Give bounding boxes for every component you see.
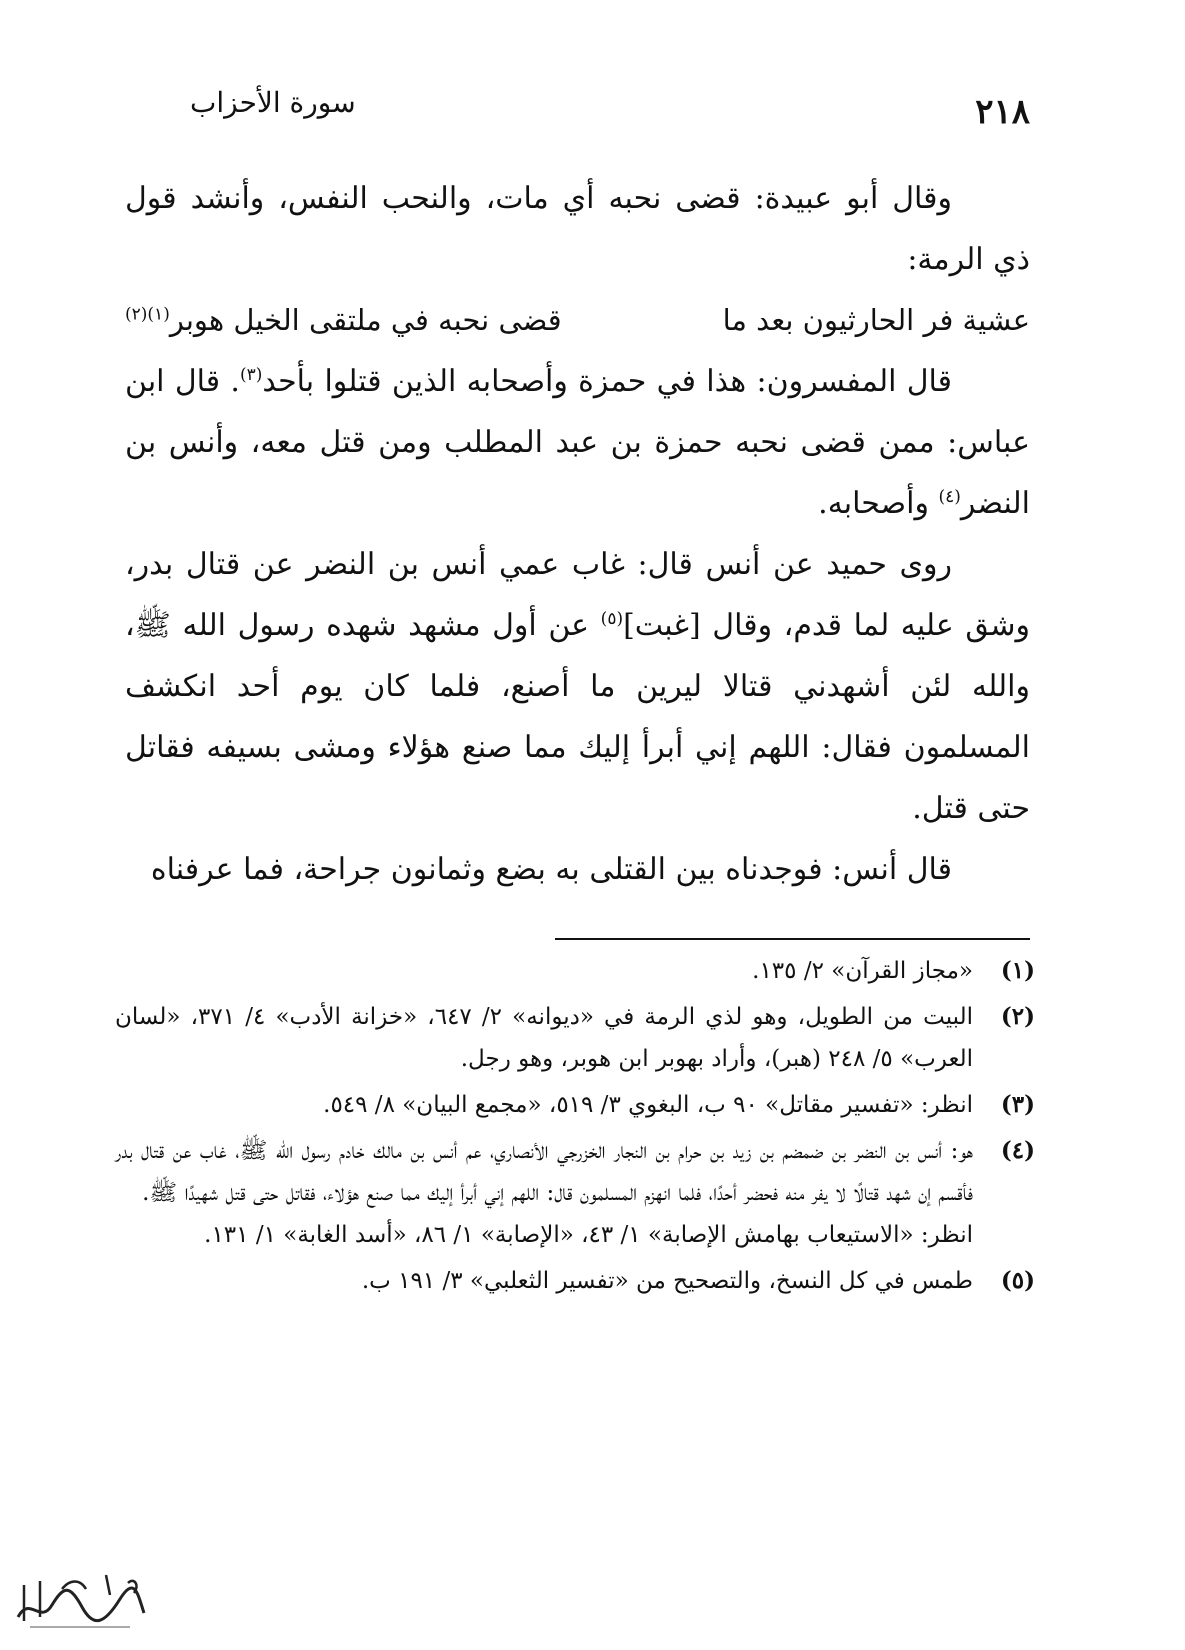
footnote-2 — [115, 996, 1035, 1080]
paragraph-2-part-c: وأصحابه. — [818, 486, 939, 521]
footnote-line: هو: أنس بن النضر بن ضمضم بن زيد بن حرام بن النجار الخزرجي الأنصاري، عم أنس بن مالك خادم رسول الله ﷺ، غاب عن قتال بدر فأقسم إن شهد قتالًا لا يفر منه فحضر أحدًا، فلما انهزم المسلمون قال: اللهم إني أبرأ إليك مما صنع هؤلاء، فقاتل حتى قتل شهيدًا ﷺ. — [115, 1138, 973, 1206]
verse-first-hemistich: عشية فر الحارثيون بعد ما — [722, 303, 1030, 337]
paragraph-3-part-a: روى حميد عن أنس قال: غاب عمي أنس بن النضر عن قتال بدر، وشق عليه لما قدم، وقال [غبت] — [125, 547, 1031, 643]
paragraph-3-part-b: عن أول مشهد شهده رسول الله ﷺ، والله لئن أشهدني قتالا ليرين ما أصنع، فلما كان يوم أحد انكشف المسلمون فقال: اللهم إني أبرأ إليك مما صنع هؤلاء ومشى بسيفه فقاتل حتى قتل. — [125, 608, 1030, 826]
footnote-text — [115, 1130, 973, 1256]
footnote-ref-4: (٤) — [938, 487, 961, 507]
footnote-line: طمس في كل النسخ، والتصحيح من «تفسير الثعلبي» ٣/ ١٩١ ب. — [361, 1268, 973, 1294]
paragraph-1: وقال أبو عبيدة: قضى نحبه أي مات، والنحب النفس، وأنشد قول ذي الرمة: — [125, 181, 1030, 277]
footnote-1 — [115, 950, 1035, 992]
footnote-text — [115, 1260, 973, 1302]
footnote-text — [115, 996, 973, 1080]
footnote-line: «مجاز القرآن» ٢/ ١٣٥. — [752, 958, 973, 984]
footnote-number: (٢) — [1000, 1003, 1035, 1030]
footnote-line: انظر: «تفسير مقاتل» ٩٠ ب، البغوي ٣/ ٥١٩، «مجمع البيان» ٨/ ٥٤٩. — [323, 1092, 973, 1118]
main-text — [125, 168, 1030, 900]
verse-second-hemistich — [125, 290, 562, 351]
paragraph-3 — [125, 534, 1030, 839]
footnote-separator — [555, 938, 1030, 940]
footnote-4 — [115, 1130, 1035, 1256]
footnote-number: (١) — [1000, 957, 1035, 984]
footnotes — [115, 950, 1035, 1306]
footnote-ref-3: (٣) — [239, 365, 263, 385]
running-title: سورة الأحزاب — [190, 86, 356, 119]
footnote-ref-1-2: (١)(٢) — [125, 304, 170, 325]
footnote-text — [115, 1084, 973, 1126]
footnote-number: (٤) — [1000, 1137, 1035, 1164]
footnote-ref-5: (٥) — [600, 609, 624, 629]
footnote-line: البيت من الطويل، وهو لذي الرمة في «ديوانه» ٢/ ٦٤٧، «خزانة الأدب» ٤/ ٣٧١، «لسان العرب» ٥/ ٢٤٨ (هبر)، وأراد بهوبر ابن هوبر، وهو رجل. — [115, 1004, 973, 1072]
paragraph-2-part-b: . قال ابن عباس: ممن قضى نحبه حمزة بن عبد المطلب ومن قتل معه، وأنس بن النضر — [125, 364, 1030, 521]
page-header — [190, 86, 1030, 134]
poetry-verse — [125, 290, 1030, 351]
footnote-number: (٣) — [1000, 1091, 1035, 1118]
paragraph-2 — [125, 351, 1030, 534]
page-number: ٢١٨ — [975, 92, 1030, 132]
watermark-logo — [10, 1555, 150, 1635]
footnote-5 — [115, 1260, 1035, 1302]
footnote-text — [115, 950, 973, 992]
paragraph-2-part-a: قال المفسرون: هذا في حمزة وأصحابه الذين قتلوا بأحد — [262, 364, 952, 399]
paragraph-4: قال أنس: فوجدناه بين القتلى به بضع وثمانون جراحة، فما عرفناه — [150, 852, 952, 887]
footnote-3 — [115, 1084, 1035, 1126]
footnote-number: (٥) — [1000, 1267, 1035, 1294]
verse-second-hemistich-text: قضى نحبه في ملتقى الخيل هوبر — [169, 303, 562, 337]
footnote-line: انظر: «الاستيعاب بهامش الإصابة» ١/ ٤٣، «الإصابة» ١/ ٨٦، «أسد الغابة» ١/ ١٣١. — [204, 1222, 973, 1248]
